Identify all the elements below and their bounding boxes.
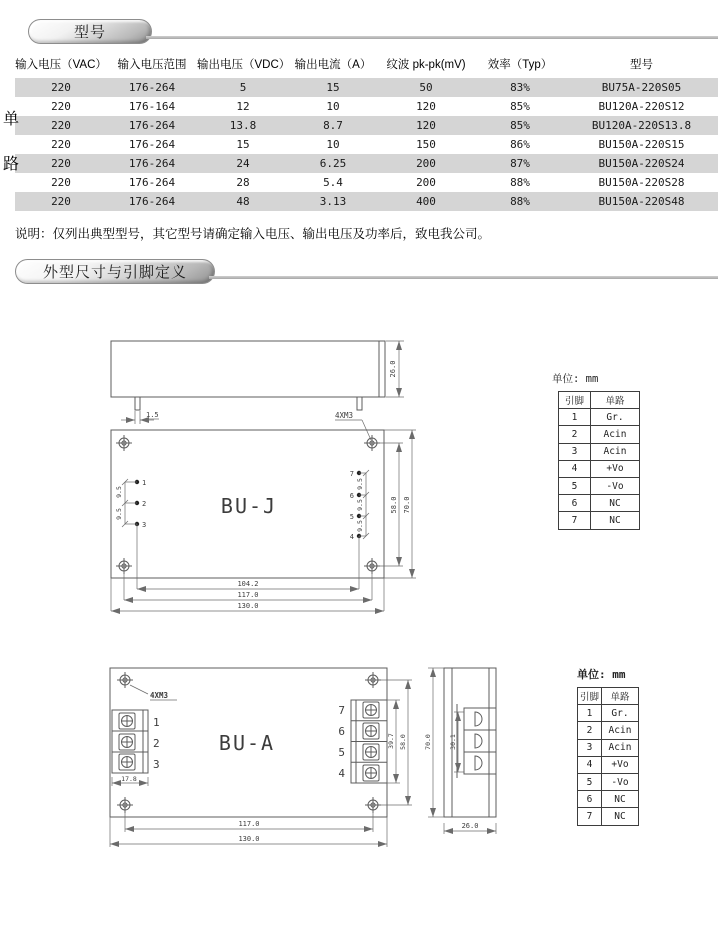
cell: 120 [416, 100, 436, 113]
col-header: 输入电压（VAC） [15, 59, 107, 71]
dim-hole-span-h: 117.0 [238, 820, 260, 828]
cell: 220 [51, 157, 71, 170]
pin-func: NC [602, 808, 639, 825]
cell: 176-264 [128, 157, 176, 170]
pin-func: +Vo [602, 756, 639, 773]
pin-no: 4 [578, 756, 602, 773]
terminal-number: 5 [338, 746, 345, 759]
pin-no: 3 [559, 443, 591, 460]
cell: 400 [416, 195, 436, 208]
cell: 24 [236, 157, 250, 170]
cell: 8.7 [323, 119, 343, 132]
table-row [15, 154, 718, 173]
cell: 220 [51, 176, 71, 189]
dim-terminal-span: 39.7 [387, 733, 395, 749]
col-header: 型号 [630, 59, 653, 71]
terminal-number: 1 [153, 716, 160, 729]
dim-height: 70.0 [403, 496, 411, 514]
cell: 86% [510, 138, 530, 151]
cell: 200 [416, 157, 436, 170]
pin-no: 7 [578, 808, 602, 825]
cell: 6.25 [319, 157, 347, 170]
pin-number: 1 [142, 479, 147, 487]
dim-pitch: 9.5 [356, 520, 364, 532]
table-row [15, 173, 718, 192]
dim-hole-span-v: 58.0 [390, 496, 398, 514]
bu-j-dimensions [111, 430, 416, 611]
channel-type-label [3, 106, 19, 174]
cell: 50 [419, 81, 433, 94]
col-header: 输出电流（A） [294, 59, 372, 71]
pin-col-header: 引脚 [578, 688, 602, 705]
section-rule-1 [146, 36, 718, 39]
pin-no: 1 [578, 705, 602, 722]
dim-width: 130.0 [238, 835, 260, 843]
table-row [15, 78, 718, 97]
pin-func: Acin [591, 426, 640, 443]
pin-no: 2 [578, 722, 602, 739]
bu-a-side-dimensions [424, 668, 496, 834]
cell: 176-164 [128, 100, 176, 113]
cell: 220 [51, 100, 71, 113]
screw-note: 4XM3 [150, 691, 169, 700]
pin-func: NC [602, 791, 639, 808]
cell: 83% [510, 81, 530, 94]
cell: BU150A-220S15 [598, 138, 685, 151]
dim-hole-span-v: 58.0 [399, 734, 407, 750]
pin-func: Acin [602, 722, 639, 739]
dim-depth: 26.0 [461, 822, 479, 830]
spec-table-header-row [15, 50, 718, 78]
table-row [15, 135, 718, 154]
pin-func: NC [591, 512, 640, 529]
cell: 176-264 [128, 176, 176, 189]
cell: 200 [416, 176, 436, 189]
pin-col-header: 单路 [591, 392, 640, 409]
pin-no: 3 [578, 739, 602, 756]
col-header: 纹波 pk-pk(mV) [386, 59, 466, 71]
pin-func: +Vo [591, 460, 640, 477]
cell: 176-264 [128, 138, 176, 151]
terminal-number: 6 [338, 725, 345, 738]
cell: 5 [239, 81, 247, 94]
cell: 220 [51, 138, 71, 151]
cell: 28 [236, 176, 250, 189]
cell: 120 [416, 119, 436, 132]
dim-case-height: 26.0 [389, 360, 397, 378]
pin-func: -Vo [602, 773, 639, 790]
pin-no: 5 [578, 773, 602, 790]
pin-no: 2 [559, 426, 591, 443]
pin-col-header: 引脚 [559, 392, 591, 409]
cell: BU150A-220S48 [598, 195, 685, 208]
model-title: BU-A [218, 731, 276, 755]
pin-func: NC [591, 495, 640, 512]
cell: 5.4 [323, 176, 343, 189]
dim-terminal-width: 17.8 [121, 775, 137, 783]
cell: 220 [51, 195, 71, 208]
dim-pitch: 9.5 [115, 508, 123, 520]
cell: 87% [510, 157, 530, 170]
cell: 176-264 [128, 119, 176, 132]
cell: 13.8 [229, 119, 257, 132]
dim-hole-span-h: 117.0 [237, 591, 259, 599]
bu-j-side-dimensions [121, 341, 404, 440]
pin-func: Acin [591, 443, 640, 460]
terminal-number: 2 [153, 737, 160, 750]
bu-a-top-view [110, 668, 387, 817]
cell: 150 [416, 138, 436, 151]
pin-number: 5 [349, 513, 354, 521]
col-header: 输出电压（VDC） [197, 59, 291, 71]
pin-number: 3 [142, 521, 147, 529]
terminal-number: 4 [338, 767, 345, 780]
pin-no: 4 [559, 460, 591, 477]
dim-pin-width: 1.5 [146, 411, 159, 419]
model-title: BU-J [220, 494, 278, 518]
pin-number: 4 [349, 533, 354, 541]
pin-no: 5 [559, 477, 591, 494]
cell: 10 [326, 138, 340, 151]
col-header: 效率（Typ） [487, 59, 553, 71]
bu-j-top-view [111, 430, 384, 578]
cell: BU120A-220S13.8 [591, 119, 692, 132]
dim-side-terminal-span: 30.1 [449, 734, 457, 750]
cell: 220 [51, 81, 71, 94]
cell: 176-264 [128, 81, 176, 94]
cell: 10 [326, 100, 340, 113]
pin-number: 2 [142, 500, 147, 508]
pin-func: -Vo [591, 477, 640, 494]
cell: BU150A-220S28 [598, 176, 685, 189]
dim-pitch: 9.5 [115, 486, 123, 498]
pin-table-bu-a [577, 687, 639, 826]
channel-char: 单 [3, 111, 20, 128]
table-row [15, 192, 718, 211]
pin-func: Gr. [602, 705, 639, 722]
channel-char: 路 [3, 156, 20, 173]
pin-number: 7 [349, 470, 354, 478]
spec-table [15, 50, 718, 211]
table-note: 说明：仅列出典型型号，其它型号请确定输入电压、输出电压及功率后，致电我公司。 [15, 227, 491, 241]
table-row [15, 116, 718, 135]
unit-label: 单位: mm [577, 668, 626, 681]
terminal-number: 3 [153, 758, 160, 771]
section-title-dimensions: 外型尺寸与引脚定义 [15, 259, 215, 284]
section-rule-2 [209, 276, 718, 279]
table-row [15, 97, 718, 116]
bu-j-side-view [111, 341, 385, 410]
cell: 88% [510, 176, 530, 189]
dim-width: 130.0 [237, 602, 259, 610]
col-header: 输入电压范围 [117, 59, 187, 71]
pin-no: 1 [559, 409, 591, 426]
dim-pitch: 9.5 [356, 499, 364, 511]
cell: 85% [510, 100, 530, 113]
pin-no: 7 [559, 512, 591, 529]
cell: BU75A-220S05 [601, 81, 682, 94]
cell: BU150A-220S24 [598, 157, 685, 170]
dim-height: 70.0 [424, 734, 432, 750]
screw-note: 4XM3 [335, 411, 354, 420]
pin-col-header: 单路 [602, 688, 639, 705]
cell: 12 [236, 100, 250, 113]
cell: 176-264 [128, 195, 176, 208]
pin-number: 6 [349, 492, 354, 500]
pin-no: 6 [559, 495, 591, 512]
cell: 15 [326, 81, 340, 94]
cell: 3.13 [319, 195, 347, 208]
unit-label: 单位: mm [552, 373, 599, 385]
pin-func: Acin [602, 739, 639, 756]
dim-pin-span: 104.2 [237, 580, 259, 588]
pin-no: 6 [578, 791, 602, 808]
cell: 88% [510, 195, 530, 208]
dim-pitch: 9.5 [356, 478, 364, 490]
pin-func: Gr. [591, 409, 640, 426]
section-title-models: 型号 [28, 19, 152, 44]
cell: 48 [236, 195, 250, 208]
cell: 220 [51, 119, 71, 132]
cell: 85% [510, 119, 530, 132]
cell: BU120A-220S12 [598, 100, 685, 113]
terminal-number: 7 [338, 704, 345, 717]
cell: 15 [236, 138, 250, 151]
pin-table-bu-j [558, 391, 640, 530]
